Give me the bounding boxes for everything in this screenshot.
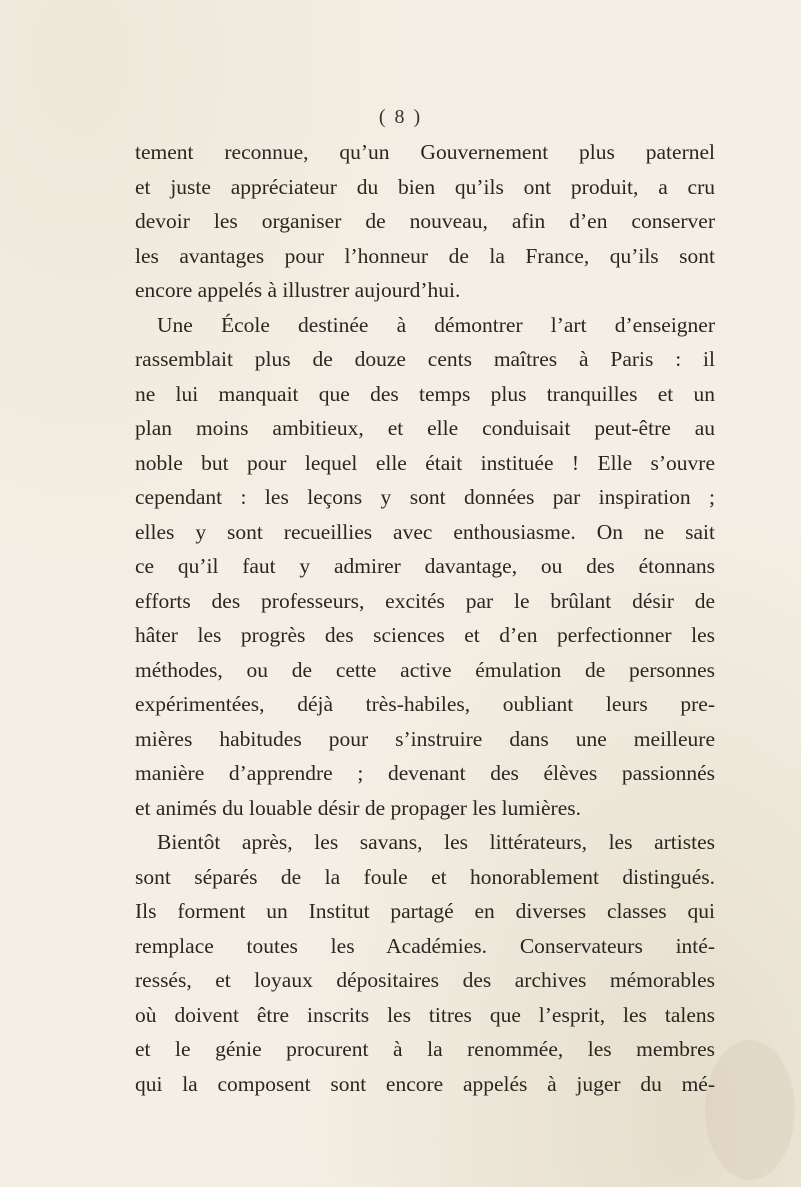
- text-line: noble but pour lequel elle était instituée ! Elle s’ouvre: [135, 450, 715, 475]
- text-line: et le génie procurent à la renommée, les membres: [135, 1037, 715, 1061]
- text-line: mières habitudes pour s’instruire dans une meilleure: [135, 726, 715, 751]
- text-line: les avantages pour l’honneur de la France, qu’ils sont: [135, 243, 715, 268]
- text-line: Ils forment un Institut partagé en diverses classes qui: [135, 899, 715, 923]
- text-line: où doivent être inscrits les titres que l’esprit, les talens: [135, 1002, 715, 1027]
- text-line: ne lui manquait que des temps plus tranquilles et un: [135, 381, 715, 406]
- text-line: ressés, et loyaux dépositaires des archives mémorables: [135, 968, 715, 992]
- text-line: qui la composent sont encore appelés à juger du mé-: [135, 1071, 715, 1096]
- text-line: tement reconnue, qu’un Gouvernement plus paternel: [135, 140, 715, 164]
- text-line: rassemblait plus de douze cents maîtres à Paris : il: [135, 347, 715, 371]
- text-line: efforts des professeurs, excités par le brûlant désir de: [135, 588, 715, 613]
- text-line: sont séparés de la foule et honorablement distingués.: [135, 864, 715, 889]
- text-line: elles y sont recueillies avec enthousiasme. On ne sait: [135, 519, 715, 544]
- text-line: ce qu’il faut y admirer davantage, ou des étonnans: [135, 554, 715, 578]
- text-line: expérimentées, déjà très-habiles, oubliant leurs pre-: [135, 692, 715, 716]
- body-text: [135, 135, 715, 1101]
- page-number: ( 8 ): [378, 106, 423, 128]
- text-line: remplace toutes les Académies. Conservateurs inté-: [135, 933, 715, 958]
- text-line: et juste appréciateur du bien qu’ils ont produit, a cru: [135, 174, 715, 199]
- text-line: devoir les organiser de nouveau, afin d’en conserver: [135, 209, 715, 233]
- text-line: cependant : les leçons y sont données par inspiration ;: [135, 485, 715, 509]
- paragraph-start-line: Bientôt après, les savans, les littérateurs, les artistes: [157, 830, 715, 854]
- text-line: manière d’apprendre ; devenant des élèves passionnés: [135, 761, 715, 785]
- text-line: hâter les progrès des sciences et d’en perfectionner les: [135, 623, 715, 647]
- paragraph-start-line: Une École destinée à démontrer l’art d’enseigner: [157, 312, 715, 337]
- text-line: plan moins ambitieux, et elle conduisait peut-être au: [135, 416, 715, 440]
- text-line: et animés du louable désir de propager les lumières.: [135, 795, 581, 820]
- paper-stain: [705, 1040, 795, 1180]
- text-line: encore appelés à illustrer aujourd’hui.: [135, 278, 461, 302]
- text-line: méthodes, ou de cette active émulation de personnes: [135, 657, 715, 682]
